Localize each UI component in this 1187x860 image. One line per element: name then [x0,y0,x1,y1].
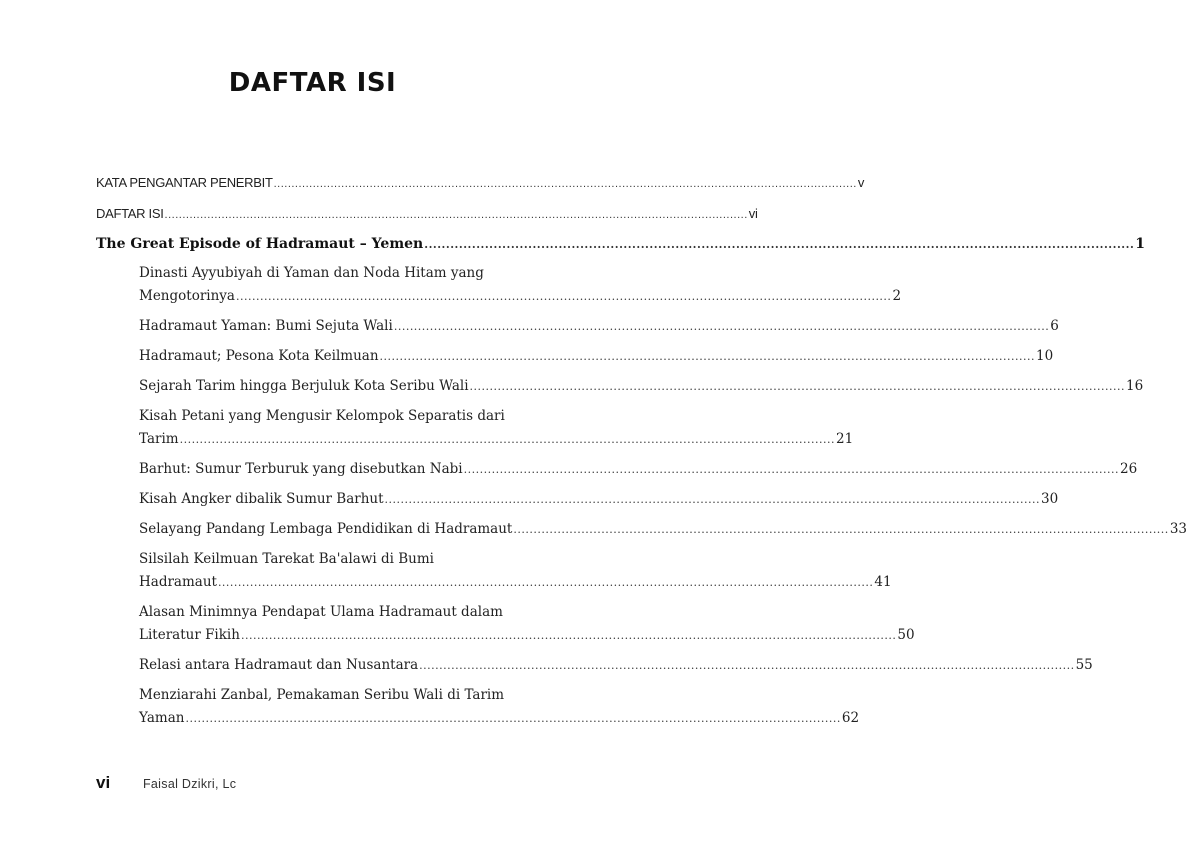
page-footer [96,773,236,793]
toc-section[interactable] [139,488,1059,511]
section-page: 26 [1120,461,1138,477]
section-title-line1: Menziarahi Zanbal, Pemakaman Seribu Wali di Tarim [139,687,505,703]
toc-entry-page: v [857,175,865,190]
toc-entry-kata-pengantar[interactable] [96,171,865,196]
section-title: Selayang Pandang Lembaga Pendidikan di Hadramaut [139,521,513,537]
table-of-contents [96,171,1187,737]
toc-chapter[interactable] [96,233,1146,256]
section-title-line2: Yaman [139,710,185,726]
section-page: 55 [1075,657,1093,673]
toc-section[interactable] [139,405,854,451]
section-title: Kisah Angker dibalik Sumur Barhut [139,491,384,507]
section-title: Sejarah Tarim hingga Berjuluk Kota Seribu Wali [139,378,469,394]
dot-leader: .................................................................................................................................................................... [164,209,748,221]
section-title-line1: Silsilah Keilmuan Tarekat Ba'alawi di Bumi [139,551,434,567]
toc-section[interactable] [139,458,1138,481]
section-title-line2: Tarim [139,431,179,447]
section-title: Barhut: Sumur Terburuk yang disebutkan Nabi [139,461,463,477]
page-title: DAFTAR ISI [228,68,397,98]
section-title-line2: Mengotorinya [139,288,235,304]
section-title-line1: Alasan Minimnya Pendapat Ulama Hadramaut dalam [139,604,503,620]
dot-leader: .................................................................................................................................................................... [185,712,841,725]
dot-leader: .................................................................................................................................................................... [393,320,1050,333]
toc-section[interactable] [139,345,1054,368]
section-title: Hadramaut; Pesona Kota Keilmuan [139,348,379,364]
dot-leader: .................................................................................................................................................................... [273,178,857,190]
section-page: 10 [1036,348,1054,364]
page-number: vi [96,773,111,792]
toc-section[interactable] [139,684,860,730]
toc-section[interactable] [139,654,1093,677]
chapter-page: 1 [1135,236,1146,252]
section-page: 30 [1041,491,1059,507]
chapter-title: The Great Episode of Hadramaut – Yemen [96,236,424,252]
dot-leader: .................................................................................................................................................................... [179,433,836,446]
toc-section[interactable] [139,601,915,647]
dot-leader: .................................................................................................................................................................... [217,576,874,589]
section-page: 6 [1050,318,1059,334]
section-page: 41 [874,574,892,590]
section-page: 2 [892,288,902,304]
toc-entry-title: DAFTAR ISI [96,206,164,221]
section-title-line2: Hadramaut [139,574,217,590]
section-title-line1: Dinasti Ayyubiyah di Yaman dan Noda Hitam yang [139,265,484,281]
section-title: Hadramaut Yaman: Bumi Sejuta Wali [139,318,393,334]
section-page: 21 [836,431,854,447]
section-page: 62 [841,710,860,726]
dot-leader: .................................................................................................................................................................... [424,238,1135,251]
author-name: Faisal Dzikri, Lc [143,777,237,791]
dot-leader: .................................................................................................................................................................... [235,290,892,303]
toc-entry-page: vi [748,206,758,221]
section-page: 16 [1125,378,1144,394]
toc-entry-daftar-isi[interactable] [96,202,758,227]
dot-leader: .................................................................................................................................................................... [384,493,1040,506]
toc-section[interactable] [139,315,1059,338]
dot-leader: .................................................................................................................................................................... [463,463,1120,476]
section-title: Relasi antara Hadramaut dan Nusantara [139,657,419,673]
section-title-line1: Kisah Petani yang Mengusir Kelompok Separatis dari [139,408,505,424]
dot-leader: .................................................................................................................................................................... [379,350,1035,363]
dot-leader: .................................................................................................................................................................... [419,659,1075,672]
section-page: 50 [897,627,915,643]
dot-leader: .................................................................................................................................................................... [469,380,1125,393]
toc-section[interactable] [139,548,892,594]
toc-section[interactable] [139,518,1187,541]
section-page: 33 [1169,521,1187,537]
toc-section[interactable] [139,375,1144,398]
dot-leader: .................................................................................................................................................................... [240,629,897,642]
toc-entry-title: KATA PENGANTAR PENERBIT [96,175,273,190]
dot-leader: .................................................................................................................................................................... [513,523,1169,536]
toc-section[interactable] [139,262,902,308]
section-title-line2: Literatur Fikih [139,627,240,643]
